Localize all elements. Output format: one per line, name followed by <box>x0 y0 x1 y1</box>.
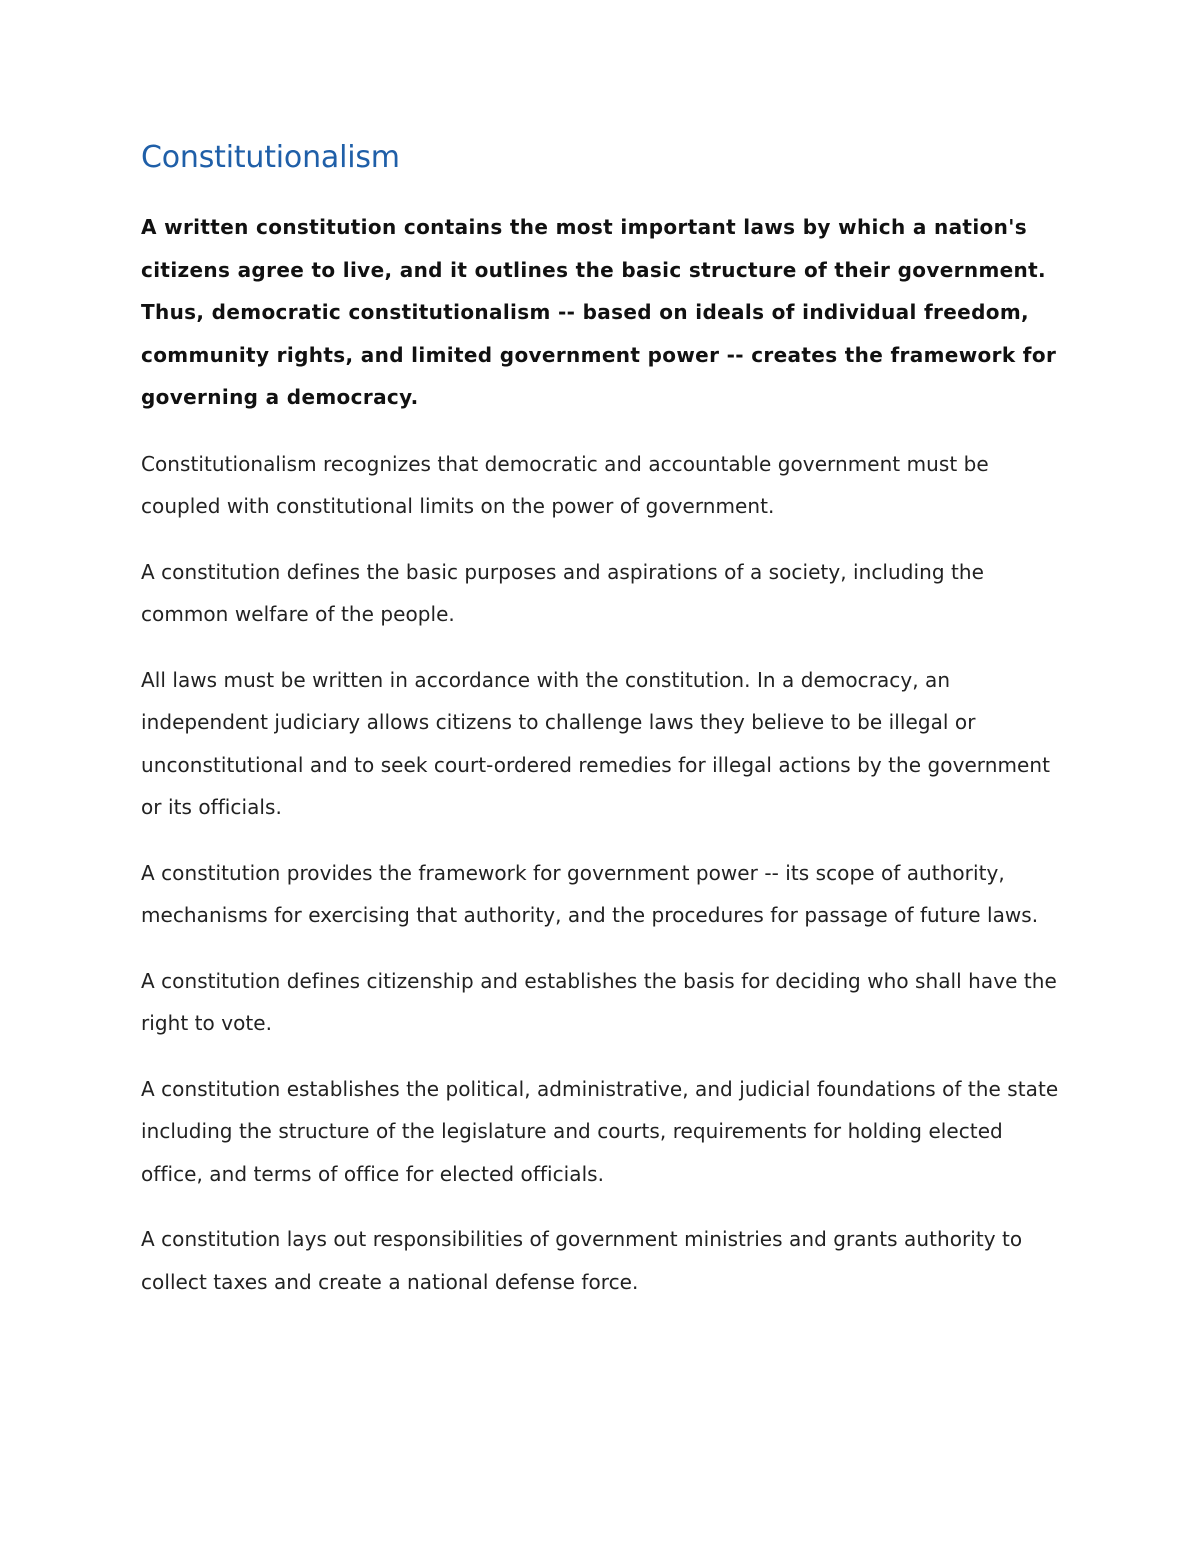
paragraph-7: A constitution lays out responsibilities of government ministries and grants authority to collect taxes and create a national defense force. <box>141 1227 1023 1294</box>
lead-paragraph: A written constitution contains the most important laws by which a nation's citizens agree to live, and it outlines the basic structure of their government. Thus, democratic constitutionalism -- based on ideals of individual freedom, community rights, and limited government power -- creates the framework for governing a democracy. <box>141 215 1057 409</box>
paragraph-6: A constitution establishes the political, administrative, and judicial foundations of the state including the structure of the legislature and courts, requirements for holding elected office, and terms of office for elected officials. <box>141 1076 1059 1186</box>
paragraph-5: A constitution defines citizenship and establishes the basis for deciding who shall have the right to vote. <box>141 968 1057 1035</box>
document-page <box>141 136 1071 1326</box>
paragraph-4: A constitution provides the framework for government power -- its scope of authority, mechanisms for exercising that authority, and the procedures for passage of future laws. <box>141 860 1039 927</box>
document-title: Constitutionalism <box>141 140 400 175</box>
paragraph-3: All laws must be written in accordance with the constitution. In a democracy, an independent judiciary allows citizens to challenge laws they believe to be illegal or unconstitutional and to seek court-ordered remedies for illegal actions by the government or its officials. <box>141 667 1050 819</box>
paragraph-1: Constitutionalism recognizes that democratic and accountable government must be coupled with constitutional limits on the power of government. <box>141 451 989 518</box>
paragraph-2: A constitution defines the basic purposes and aspirations of a society, including the common welfare of the people. <box>141 559 984 626</box>
